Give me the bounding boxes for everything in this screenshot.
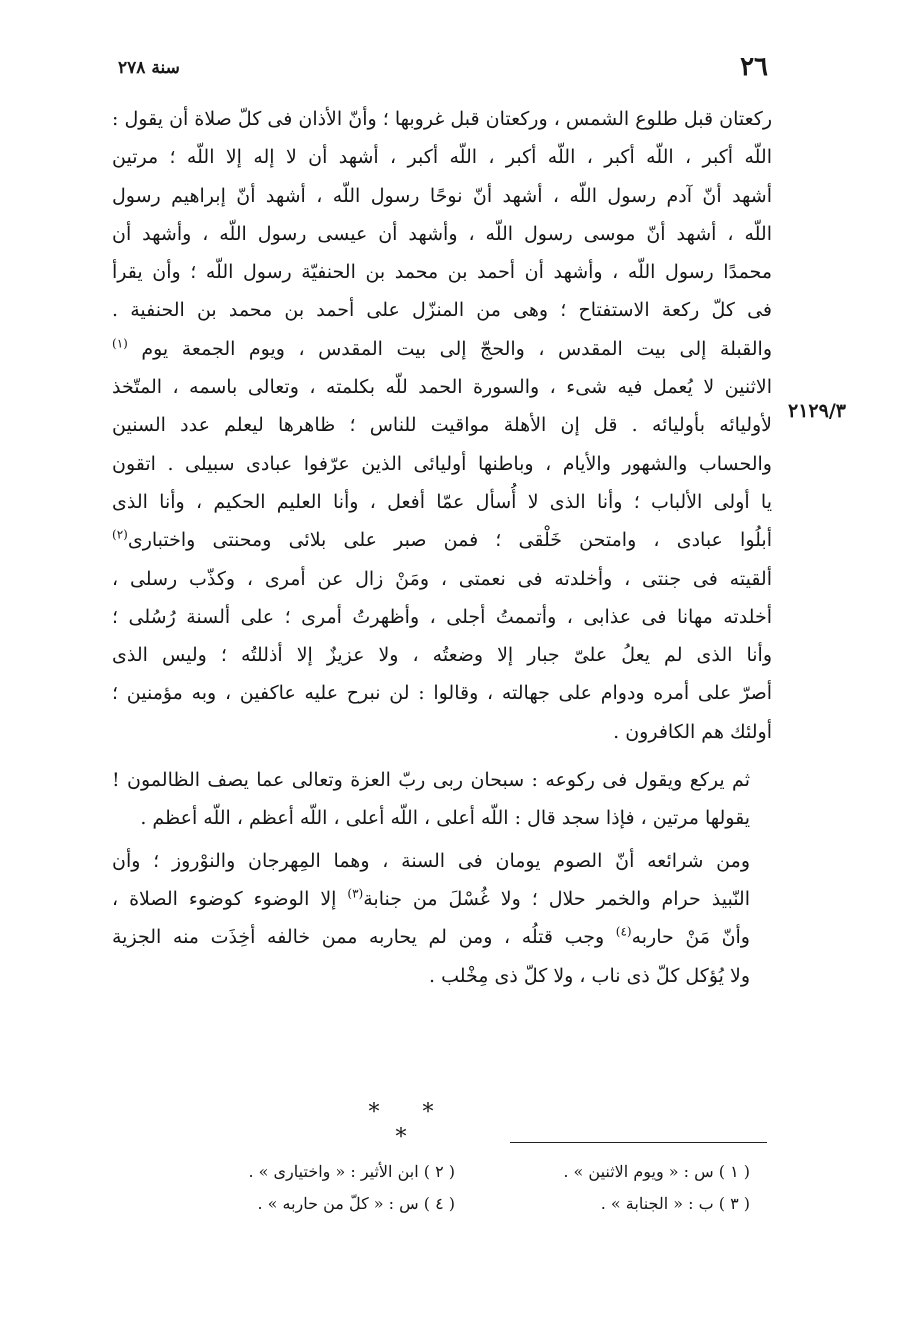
text-segment: وجب قتلُه ، ومن لم يحاربه ممن خالفه أخِذَت منه الجزية xyxy=(112,926,605,949)
footnote-2: ( ٢ ) ابن الأثير : « واختيارى » . xyxy=(248,1162,455,1181)
footnote-1: ( ١ ) س : « ويوم الاثنين » . xyxy=(563,1162,750,1181)
text-line-with-footnote xyxy=(112,918,772,956)
text-line: ومن شرائعه أنّ الصوم يومان فى السنة ، وهما المِهرجان والنوْروز ؛ وأن xyxy=(112,849,750,872)
text-line: لأوليائه بأوليائه . قل إن الأهلة مواقيت للناس ؛ ظاهرها ليعلم عدد السنين xyxy=(112,414,772,437)
text-segment: النّبيذ حرام والخمر حلال ؛ ولا غُسْلَ من جنابة xyxy=(363,887,750,910)
paragraph-1 xyxy=(112,100,772,751)
footnote-4: ( ٤ ) س : « كلّ من حاربه » . xyxy=(257,1194,455,1213)
running-head: سنة ٢٧٨ xyxy=(118,58,180,78)
text-line-with-footnote xyxy=(112,880,772,918)
page-number: ٢٦ xyxy=(740,52,768,82)
footnote-mark-2: (٢) xyxy=(112,527,128,542)
text-segment: أبلُوا عبادى ، وامتحن خَلْقى ؛ فمن صبر على بلائى ومحنتى واختبارى xyxy=(127,529,772,552)
footnote-mark-4: (٤) xyxy=(615,924,632,939)
body-text xyxy=(112,100,772,995)
text-line: اللّه ، أشهد أنّ موسى رسول اللّه ، وأشهد أن عيسى رسول اللّه ، وأشهد أن xyxy=(112,222,772,245)
text-line: ثم يركع ويقول فى ركوعه : سبحان ربى ربّ العزة وتعالى عما يصف الظالمون ! xyxy=(112,769,750,792)
text-line: اللّه أكبر ، اللّه أكبر ، اللّه أكبر ، اللّه أكبر ، أشهد أن لا إله إلا اللّه ؛ مرتين xyxy=(112,146,772,169)
footnote-mark-1: (١) xyxy=(112,336,128,351)
text-line: وأنا الذى لم يعلُ علىّ جبار إلا وضعتُه ، ولا عزيزٌ إلا أذللتُه ؛ وليس الذى xyxy=(112,644,772,667)
text-line: ألقيته فى جنتى ، وأخلدته فى نعمتى ، ومَنْ زال عن أمرى ، وكذّب رسلى ، xyxy=(112,567,772,590)
text-line: أولئك هم الكافرون . xyxy=(613,720,772,743)
text-line: أشهد أنّ آدم رسول اللّه ، أشهد أنّ نوحًا رسول اللّه ، أشهد أنّ إبراهيم رسول xyxy=(112,184,772,207)
text-line: أخلدته مهانا فى عذابى ، وأتممتُ أجلى ، وأظهرتُ أمرى ؛ على ألسنة رُسُلى ؛ xyxy=(112,605,772,628)
text-segment: إلا الوضوء كوضوء الصلاة ، xyxy=(112,887,337,910)
text-line-with-footnote xyxy=(112,330,772,368)
text-line: والحساب والشهور والأيام ، وباطنها أوليائى الذين عرّفوا عبادى سبيلى . اتقون xyxy=(112,452,772,475)
footnote-mark-3: (٣) xyxy=(347,886,364,901)
footnote-row xyxy=(160,1156,750,1188)
text-segment: وأنّ مَنْ حاربه xyxy=(631,926,750,949)
section-separator: * * * xyxy=(368,1100,452,1150)
footnote-row xyxy=(160,1188,750,1220)
footnote-rule xyxy=(510,1142,767,1143)
text-line: ولا يُؤكل كلّ ذى ناب ، ولا كلّ ذى مِخْلب . xyxy=(428,964,750,987)
text-line: ركعتان قبل طلوع الشمس ، وركعتان قبل غروبها ؛ وأنّ الأذان فى كلّ صلاة أن يقول : xyxy=(112,108,772,130)
text-line: يقولها مرتين ، فإذا سجد قال : اللّه أعلى ، اللّه أعلى ، اللّه أعظم ، اللّه أعظم . xyxy=(140,807,750,830)
footnote-3: ( ٣ ) ب : « الجنابة » . xyxy=(600,1194,750,1213)
text-line: يا أولى الألباب ؛ وأنا الذى لا أُسأل عمّا أفعل ، وأنا العليم الحكيم ، وأنا الذى xyxy=(112,490,772,513)
text-line-with-footnote xyxy=(112,521,772,559)
paragraph-2 xyxy=(112,761,772,838)
footnotes xyxy=(160,1156,750,1220)
text-line: محمدًا رسول اللّه ، وأشهد أن أحمد بن محمد بن الحنفيّة رسول اللّه ؛ وأن يقرأ xyxy=(112,261,772,284)
paragraph-3 xyxy=(112,842,772,995)
text-line: فى كلّ ركعة الاستفتاح ؛ وهى من المنزّل على أحمد بن محمد بن الحنفية . xyxy=(112,299,772,322)
text-line: أصرّ على أمره ودوام على جهالته ، وقالوا : لن نبرح عليه عاكفين ، وبه مؤمنين ؛ xyxy=(112,682,772,705)
text-line: الاثنين لا يُعمل فيه شىء ، والسورة الحمد للّه بكلمته ، وتعالى باسمه ، المتّخذ xyxy=(112,376,772,399)
text-segment: والقبلة إلى بيت المقدس ، والحجّ إلى بيت المقدس ، ويوم الجمعة يوم xyxy=(141,337,772,360)
page-header xyxy=(118,52,768,92)
margin-reference: ٢١٢٩/٣ xyxy=(788,400,846,422)
